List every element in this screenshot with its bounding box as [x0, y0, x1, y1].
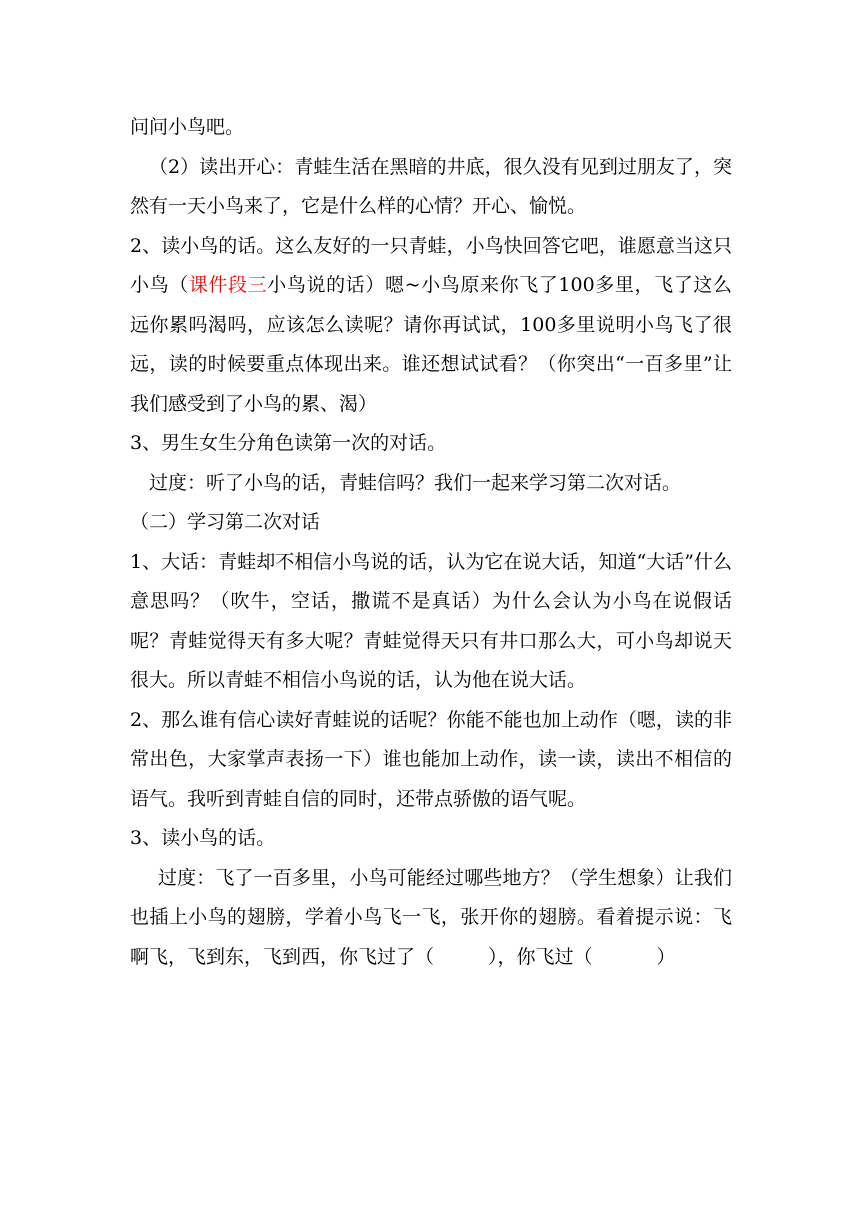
paragraph-9: 3、读小鸟的话。 — [130, 827, 276, 849]
paragraph-7: 1、大话：青蛙却不相信小鸟说的话，认为它在说大话，知道“大话”什么意思吗？（吹牛，空话，撒谎不是真话）为什么会认为小鸟在说假话呢？青蛙觉得天有多大呢？青蛙觉得天只有井口那么大，可小鸟却说天很大。所以青蛙不相信小鸟说的话，认为他在说大话。 — [130, 550, 732, 691]
paragraph-3 — [130, 227, 732, 425]
paragraph-10-part-2: ），你飞过（ — [488, 945, 593, 968]
paragraph-2: （2）读出开心：青蛙生活在黑暗的井底，很久没有见到过朋友了，突然有一天小鸟来了，它是什么样的心情？开心、愉悦。 — [130, 155, 732, 217]
paragraph-1: 问问小鸟吧。 — [130, 116, 245, 138]
paragraph-3-text-before: 2、读小鸟的话。这么友好的一只青蛙，小鸟快回答它吧，谁愿意当这只小鸟（ — [130, 234, 732, 296]
paragraph-8: 2、那么谁有信心读好青蛙说的话呢？你能不能也加上动作（嗯，读的非常出色，大家掌声表扬一下）谁也能加上动作，读一读，读出不相信的语气。我听到青蛙自信的同时，还带点骄傲的语气呢。 — [130, 708, 732, 810]
section-heading-second-dialogue: （二）学习第二次对话 — [130, 511, 321, 533]
paragraph-4: 3、男生女生分角色读第一次的对话。 — [130, 432, 447, 454]
courseware-highlight: 课件段三 — [188, 274, 268, 296]
paragraph-10-part-3: ） — [656, 945, 676, 968]
paragraph-10-part-1: 过度：飞了一百多里，小鸟可能经过哪些地方？（学生想象）让我们也插上小鸟的翅膀，学着小鸟飞一飞，张开你的翅膀。看着提示说：飞啊飞，飞到东，飞到西，你飞过了（ — [130, 866, 732, 968]
paragraph-3-text-after: 小鸟说的话）嗯~小鸟原来你飞了100多里，飞了这么远你累吗渴吗，应该怎么读呢？请你再试试，100多里说明小鸟飞了很远，读的时候要重点体现出来。谁还想试试看？（你突出“一百多里”让我们感受到了小鸟的累、渴） — [130, 274, 732, 415]
paragraph-10 — [130, 859, 732, 978]
document-body — [130, 108, 732, 977]
paragraph-5: 过度：听了小鸟的话，青蛙信吗？我们一起来学习第二次对话。 — [149, 471, 682, 494]
